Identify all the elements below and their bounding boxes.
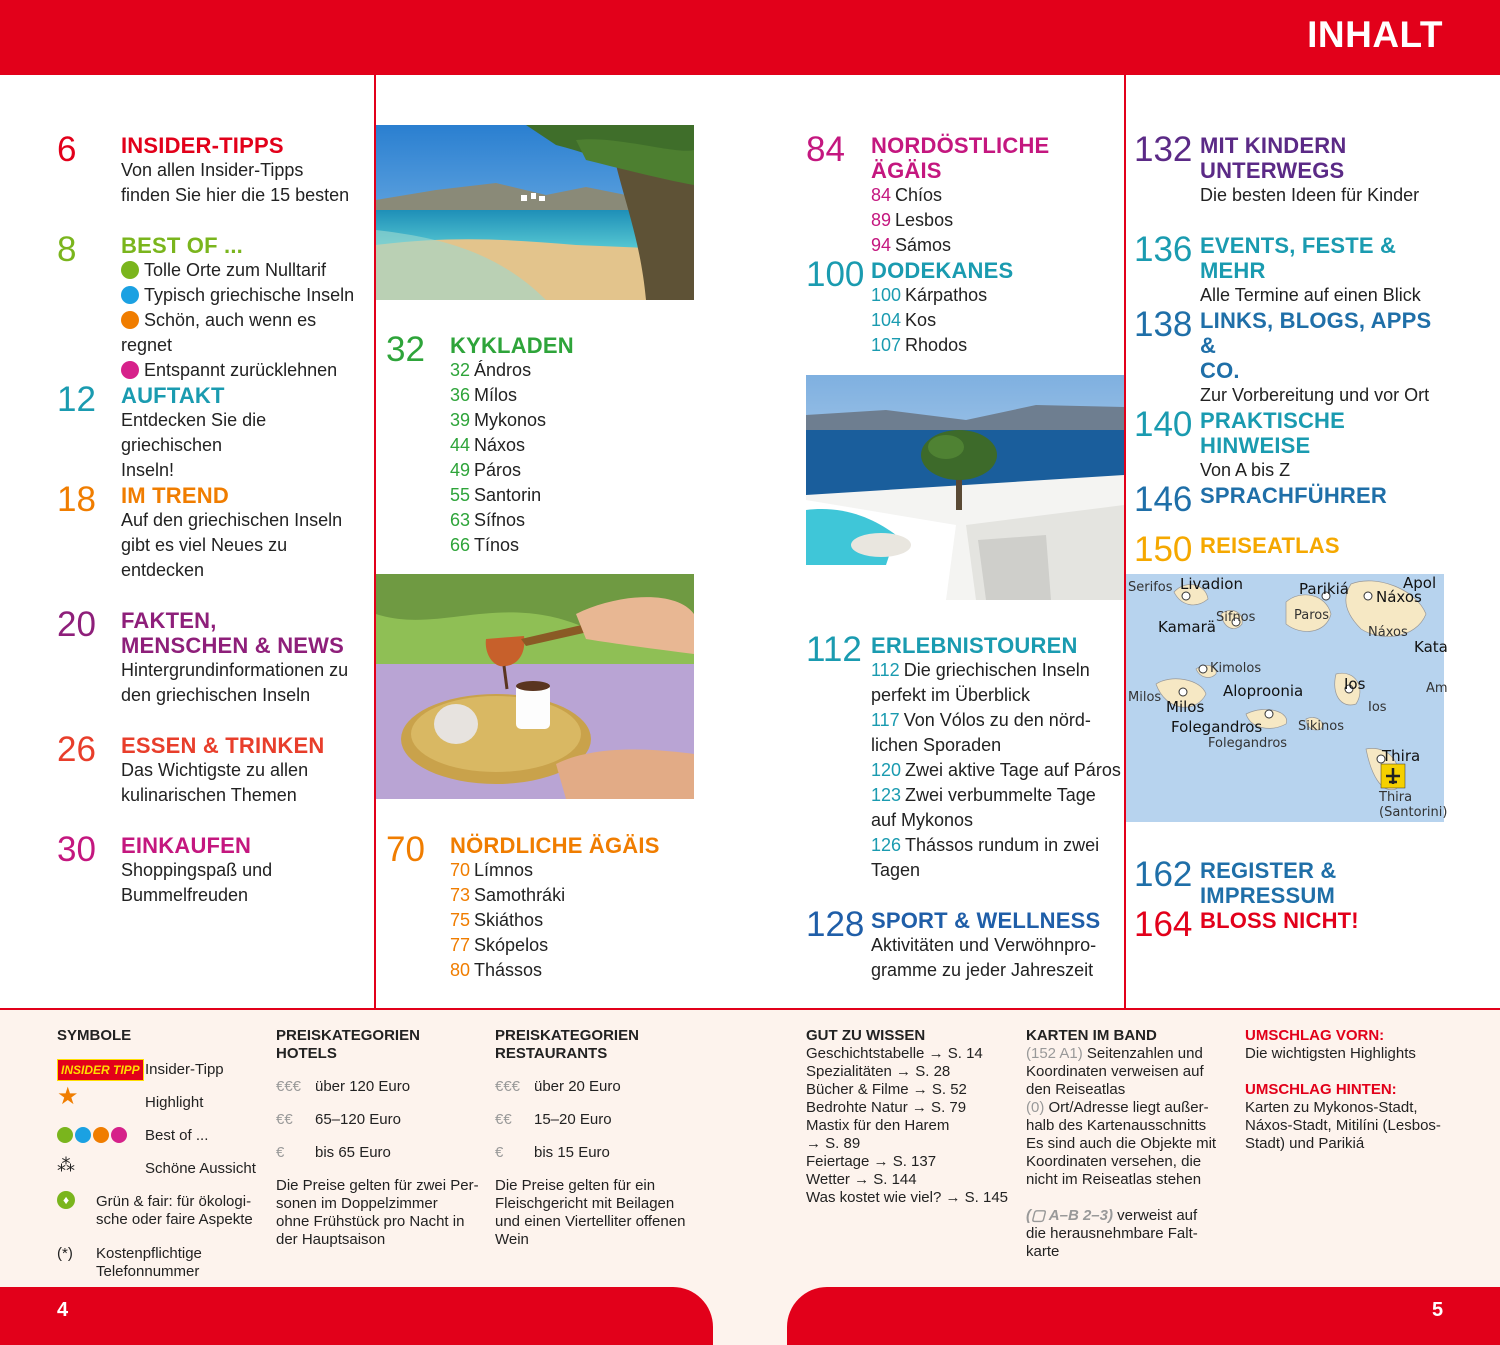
toc-description: Auf den griechischen Inseln: [121, 510, 343, 530]
subitem-page: 39: [450, 410, 471, 430]
map-label: Kata: [1414, 638, 1448, 656]
maps-text: Ort/Adresse liegt außer-: [1044, 1099, 1209, 1116]
page-number-left: 4: [57, 1299, 69, 1321]
map-ref-example: (▢ A–B 2–3): [1026, 1207, 1113, 1224]
highlight-label: Highlight: [145, 1094, 204, 1111]
toc-page-number: 30: [57, 830, 96, 869]
tour-item[interactable]: [871, 658, 1121, 683]
beach-photo: [376, 125, 694, 300]
toc-title: DODEKANES: [871, 258, 1014, 283]
price-symbol: €: [495, 1144, 504, 1161]
price-symbol: €€: [276, 1111, 293, 1128]
paid-phone-line: Telefonnummer: [96, 1263, 200, 1280]
good-to-know-item: Was kostet wie viel? → S. 145: [806, 1189, 1009, 1206]
subitem-label: Zwei aktive Tage auf Páros: [905, 760, 1121, 780]
toc-title: SPORT & WELLNESS: [871, 908, 1101, 933]
legend-cover: [1245, 1027, 1455, 1153]
map-label: Am: [1426, 681, 1448, 696]
toc-title: BEST OF ...: [121, 233, 243, 258]
best-of-item: [121, 258, 366, 283]
page-tab-left: [0, 1287, 713, 1345]
toc-title: LINKS, BLOGS, APPS &: [1200, 308, 1432, 358]
subitem-page: 120: [871, 760, 902, 780]
price-note: Wein: [495, 1231, 529, 1248]
toc-entry-body: [450, 833, 695, 983]
toc-description: Alle Termine auf einen Blick: [1200, 285, 1421, 305]
subitem-label: Santorin: [474, 485, 542, 505]
toc-subitem[interactable]: [450, 858, 695, 883]
good-to-know-item: → S. 89: [806, 1135, 861, 1152]
insider-tipp-badge: INSIDER TIPP: [57, 1059, 144, 1081]
toc-entry-body: [121, 383, 366, 483]
subitem-label: Kárpathos: [905, 285, 988, 305]
toc-page-number: 136: [1134, 230, 1193, 269]
good-to-know-item: Bücher & Filme → S. 52: [806, 1081, 967, 1098]
toc-subitem[interactable]: [871, 183, 1121, 208]
maps-text: Es sind auch die Objekte mit: [1026, 1135, 1217, 1152]
price-row: [276, 1111, 481, 1144]
toc-page-number: 84: [806, 130, 845, 169]
toc-entry-body: [1200, 408, 1450, 483]
map-label: Ios: [1368, 700, 1387, 715]
toc-title: EINKAUFEN: [121, 833, 252, 858]
toc-subitem[interactable]: [450, 533, 695, 558]
toc-page-number: 32: [386, 330, 425, 369]
toc-subitem[interactable]: [871, 283, 1121, 308]
toc-title: ERLEBNISTOUREN: [871, 633, 1078, 658]
toc-description: Aktivitäten und Verwöhnpro-: [871, 935, 1097, 955]
toc-subitem[interactable]: [450, 958, 695, 983]
insider-tipp-label: Insider-Tipp: [145, 1061, 224, 1078]
subitem-page: 55: [450, 485, 471, 505]
subitem-label: Skiáthos: [474, 910, 544, 930]
toc-entry-body: [1200, 233, 1450, 308]
paid-phone-mark: (*): [57, 1245, 73, 1262]
toc-entry-body: [1200, 483, 1450, 508]
subitem-page: 66: [450, 535, 471, 555]
tour-item[interactable]: [871, 708, 1121, 733]
map-label: Thira: [1382, 747, 1421, 765]
toc-entry-body: [871, 908, 1121, 983]
subitem-label: Thássos rundum in zwei: [905, 835, 1100, 855]
toc-page-number: 112: [806, 630, 862, 669]
subitem-label: Náxos: [474, 435, 526, 455]
category-dot-icon: [121, 261, 139, 279]
map-label: Folegandros: [1171, 718, 1263, 736]
toc-page-number: 132: [1134, 130, 1193, 169]
legend-good-to-know: [806, 1027, 1011, 1207]
best-of-label: Best of ...: [145, 1127, 209, 1144]
map-label: Kamarä: [1158, 618, 1216, 636]
price-note: sonen im Doppelzimmer: [276, 1195, 438, 1212]
map-label: Milos: [1128, 690, 1162, 705]
toc-entry-body: [1200, 133, 1450, 208]
map-label: Thira: [1379, 790, 1413, 805]
price-note: Fleischgericht mit Beilagen: [495, 1195, 675, 1212]
cover-back-heading: UMSCHLAG HINTEN:: [1245, 1081, 1397, 1098]
maps-text: die herausnehmbare Falt-: [1026, 1225, 1198, 1242]
toc-entry-body: [450, 333, 695, 558]
subitem-page: 84: [871, 185, 892, 205]
hotel-prices-heading: PREISKATEGORIEN: [276, 1027, 420, 1044]
maps-text: verweist auf: [1112, 1207, 1198, 1224]
subitem-page: 75: [450, 910, 471, 930]
best-of-item-label: Schön, auch wenn es regnet: [121, 310, 317, 355]
toc-description: Bummelfreuden: [121, 885, 249, 905]
price-symbol: €€€: [276, 1078, 302, 1095]
category-dot-icon: [121, 286, 139, 304]
subitem-page: 49: [450, 460, 471, 480]
header-bar: [0, 0, 1500, 75]
good-to-know-item: Bedrohte Natur → S. 79: [806, 1099, 967, 1116]
legend-hotel-prices: [276, 1027, 481, 1249]
toc-entry-body: [1200, 308, 1450, 408]
toc-page-number: 26: [57, 730, 96, 769]
toc-page-number: 128: [806, 905, 865, 944]
toc-title: BLOSS NICHT!: [1200, 908, 1359, 933]
toc-description: kulinarischen Themen: [121, 785, 297, 805]
map-ref-example: (0): [1026, 1099, 1045, 1116]
toc-title: ESSEN & TRINKEN: [121, 733, 325, 758]
map-label: Serifos: [1128, 580, 1173, 595]
subitem-label: Rhodos: [905, 335, 968, 355]
toc-subitem[interactable]: [450, 408, 695, 433]
subitem-label: Zwei verbummelte Tage: [905, 785, 1096, 805]
toc-entry-body: [121, 733, 366, 808]
price-symbol: €: [276, 1144, 285, 1161]
legend-symbols-heading: SYMBOLE: [57, 1027, 132, 1044]
good-to-know-item: Geschichtstabelle → S. 14: [806, 1045, 983, 1062]
toc-page-number: 70: [386, 830, 425, 869]
subitem-page: 70: [450, 860, 471, 880]
price-row: [495, 1111, 700, 1144]
toc-subitem[interactable]: [450, 358, 695, 383]
best-of-item: [121, 283, 366, 308]
toc-title: INSIDER-TIPPS: [121, 133, 284, 158]
subitem-label: Von Vólos zu den nörd-: [903, 710, 1091, 730]
subitem-page: 112: [871, 660, 900, 680]
price-note: Die Preise gelten für ein: [495, 1177, 656, 1194]
green-fair-line: Grün & fair: für ökologi-: [96, 1193, 252, 1210]
green-fair-line: sche oder faire Aspekte: [96, 1211, 253, 1228]
toc-title: UNTERWEGS: [1200, 158, 1345, 183]
map-label: Paros: [1294, 608, 1330, 623]
toc-description: Zur Vorbereitung und vor Ort: [1200, 385, 1430, 405]
subitem-label: Thássos: [474, 960, 543, 980]
toc-subitem[interactable]: [450, 483, 695, 508]
maps-text: den Reiseatlas: [1026, 1081, 1126, 1098]
subitem-label: Skópelos: [474, 935, 549, 955]
maps-text: nicht im Reiseatlas stehen: [1026, 1171, 1202, 1188]
price-range: 15–20 Euro: [534, 1111, 612, 1128]
subitem-page: 104: [871, 310, 902, 330]
page-tab-right: [787, 1287, 1500, 1345]
toc-page-number: 12: [57, 380, 96, 419]
toc-subitem[interactable]: [871, 233, 1121, 258]
toc-title: FAKTEN,: [121, 608, 217, 633]
legend-restaurant-prices: [495, 1027, 700, 1249]
toc-entry-body: [121, 233, 366, 383]
subitem-label: Lesbos: [895, 210, 954, 230]
price-row: [276, 1144, 481, 1177]
price-symbol: €€: [495, 1111, 512, 1128]
toc-title: AUFTAKT: [121, 383, 225, 408]
toc-description: Shoppingspaß und: [121, 860, 273, 880]
toc-page-number: 162: [1134, 855, 1193, 894]
toc-entry-body: [121, 483, 366, 583]
toc-page-number: 140: [1134, 405, 1193, 444]
toc-page-number: 164: [1134, 905, 1193, 944]
hotel-prices-heading: HOTELS: [276, 1045, 337, 1062]
toc-subitem[interactable]: [450, 883, 695, 908]
maps-text: karte: [1026, 1243, 1060, 1260]
map-label: Náxos: [1376, 588, 1422, 606]
cover-front-text: Die wichtigsten Highlights: [1245, 1045, 1416, 1062]
maps-text: halb des Kartenausschnitts: [1026, 1117, 1207, 1134]
toc-description: Entdecken Sie die griechischen: [121, 410, 267, 455]
green-fair-icon: ♦: [57, 1191, 75, 1209]
toc-page-number: 6: [57, 130, 77, 169]
subitem-label: Mílos: [474, 385, 518, 405]
toc-subitem[interactable]: [871, 208, 1121, 233]
subitem-label: Tagen: [871, 860, 921, 880]
subitem-label: Ándros: [474, 360, 532, 380]
subitem-page: 126: [871, 835, 902, 855]
cover-front-heading: UMSCHLAG VORN:: [1245, 1027, 1385, 1044]
cover-back-text: Karten zu Mykonos-Stadt,: [1245, 1099, 1418, 1116]
legend-symbols: [57, 1027, 262, 1283]
good-to-know-heading: GUT ZU WISSEN: [806, 1027, 926, 1044]
category-dot-icon: [121, 361, 139, 379]
price-note: und einen Viertelliter offenen: [495, 1213, 686, 1230]
toc-subitem[interactable]: [450, 433, 695, 458]
toc-title: NÖRDLICHE ÄGÄIS: [450, 833, 660, 858]
subitem-page: 80: [450, 960, 471, 980]
subitem-page: 117: [871, 710, 900, 730]
map-label: (Santorini): [1379, 805, 1448, 820]
toc-description: gramme zu jeder Jahreszeit: [871, 960, 1094, 980]
good-to-know-item: Mastix für den Harem: [806, 1117, 950, 1134]
maps-text: Koordinaten verweisen auf: [1026, 1063, 1204, 1080]
map-label: Sikinos: [1298, 719, 1344, 734]
category-dot-icon: [121, 311, 139, 329]
reiseatlas-map: [1126, 574, 1448, 822]
cover-back-text: Náxos-Stadt, Mitilíni (Lesbos-: [1245, 1117, 1441, 1134]
toc-description: finden Sie hier die 15 besten: [121, 185, 350, 205]
subitem-page: 32: [450, 360, 471, 380]
toc-title: SPRACHFÜHRER: [1200, 483, 1387, 508]
map-ref-example: (152 A1): [1026, 1045, 1083, 1062]
toc-subitem[interactable]: [450, 508, 695, 533]
toc-page-number: 100: [806, 255, 865, 294]
maps-text: Koordinaten versehen, die: [1026, 1153, 1202, 1170]
toc-description: den griechischen Inseln: [121, 685, 311, 705]
tour-item[interactable]: [871, 833, 1121, 858]
subitem-label: Sámos: [895, 235, 952, 255]
column-divider: [1124, 75, 1126, 1010]
toc-page-number: 18: [57, 480, 96, 519]
subitem-label: Chíos: [895, 185, 943, 205]
toc-entry-body: [1200, 533, 1450, 558]
best-of-dots-icon: [57, 1127, 129, 1145]
maps-heading: KARTEN IM BAND: [1026, 1027, 1157, 1044]
price-row: [495, 1144, 700, 1177]
price-range: über 120 Euro: [315, 1078, 411, 1095]
toc-description: Hintergrundinformationen zu: [121, 660, 349, 680]
map-label: Aloproonia: [1223, 682, 1304, 700]
maps-text: Seitenzahlen und: [1082, 1045, 1203, 1062]
best-of-item-label: Typisch griechische Inseln: [144, 285, 355, 305]
map-label: Sifnos: [1216, 610, 1256, 625]
price-symbol: €€€: [495, 1078, 521, 1095]
subitem-page: 77: [450, 935, 471, 955]
toc-title: KYKLADEN: [450, 333, 574, 358]
toc-description: Von A bis Z: [1200, 460, 1291, 480]
subitem-label: Kos: [905, 310, 937, 330]
subitem-page: 73: [450, 885, 471, 905]
map-label: Ios: [1344, 675, 1366, 693]
price-note: der Hauptsaison: [276, 1231, 386, 1248]
paid-phone-line: Kostenpflichtige: [96, 1245, 202, 1262]
toc-title: PRAKTISCHE HINWEISE: [1200, 408, 1346, 458]
map-label: Kimolos: [1210, 661, 1262, 676]
subitem-label: Páros: [474, 460, 522, 480]
view-icon: ⁂: [57, 1155, 75, 1175]
subitem-label: Sífnos: [474, 510, 526, 530]
subitem-label: perfekt im Überblick: [871, 685, 1031, 705]
legend-maps: [1026, 1027, 1231, 1261]
toc-title: REISEATLAS: [1200, 533, 1340, 558]
subitem-label: lichen Sporaden: [871, 735, 1002, 755]
toc-description: Die besten Ideen für Kinder: [1200, 185, 1420, 205]
subitem-label: Samothráki: [474, 885, 566, 905]
tour-item[interactable]: [871, 758, 1121, 783]
price-note: ohne Frühstück pro Nacht in: [276, 1213, 465, 1230]
restaurant-prices-heading: PREISKATEGORIEN: [495, 1027, 639, 1044]
subitem-page: 100: [871, 285, 902, 305]
best-of-item-label: Tolle Orte zum Nulltarif: [144, 260, 327, 280]
toc-page-number: 146: [1134, 480, 1193, 519]
price-row: [495, 1078, 700, 1111]
toc-entry-body: [871, 258, 1121, 358]
subitem-page: 94: [871, 235, 892, 255]
price-range: 65–120 Euro: [315, 1111, 401, 1128]
map-label: Folegandros: [1208, 736, 1288, 751]
toc-page-number: 20: [57, 605, 96, 644]
cover-back-text: Stadt) und Parikiá: [1245, 1135, 1365, 1152]
toc-subitem[interactable]: [871, 308, 1121, 333]
toc-entry-body: [121, 133, 366, 208]
santorini-photo: [806, 375, 1124, 600]
toc-description: gibt es viel Neues zu entdecken: [121, 535, 288, 580]
toc-title: CO.: [1200, 358, 1240, 383]
price-row: [276, 1078, 481, 1111]
map-label: Náxos: [1368, 625, 1408, 640]
toc-description: Von allen Insider-Tipps: [121, 160, 304, 180]
page-title: INHALT: [1307, 14, 1443, 55]
map-label: Milos: [1166, 698, 1205, 716]
coffee-photo: [376, 574, 694, 799]
toc-title: MENSCHEN & NEWS: [121, 633, 345, 658]
toc-title: REGISTER & IMPRESSUM: [1200, 858, 1337, 908]
map-label: Parikiá: [1299, 580, 1349, 598]
toc-title: NORDÖSTLICHE ÄGÄIS: [871, 133, 1050, 183]
good-to-know-item: Wetter → S. 144: [806, 1171, 917, 1188]
best-of-item: [121, 308, 366, 358]
toc-subitem[interactable]: [450, 908, 695, 933]
subitem-page: 36: [450, 385, 471, 405]
toc-page-number: 150: [1134, 530, 1193, 569]
best-of-item-label: Entspannt zurücklehnen: [144, 360, 338, 380]
toc-subitem[interactable]: [450, 383, 695, 408]
subitem-label: auf Mykonos: [871, 810, 974, 830]
subitem-label: Mykonos: [474, 410, 547, 430]
toc-subitem[interactable]: [450, 933, 695, 958]
subitem-page: 44: [450, 435, 471, 455]
price-note: Die Preise gelten für zwei Per-: [276, 1177, 479, 1194]
map-label: Livadion: [1180, 575, 1243, 593]
subitem-page: 123: [871, 785, 902, 805]
toc-description: Das Wichtigste zu allen: [121, 760, 309, 780]
toc-entry-body: [871, 133, 1121, 258]
toc-subitem[interactable]: [450, 458, 695, 483]
subitem-page: 89: [871, 210, 892, 230]
toc-title: IM TREND: [121, 483, 229, 508]
toc-description: Inseln!: [121, 460, 175, 480]
toc-title: MIT KINDERN: [1200, 133, 1347, 158]
price-range: bis 15 Euro: [534, 1144, 610, 1161]
view-label: Schöne Aussicht: [145, 1160, 256, 1177]
restaurant-prices-heading: RESTAURANTS: [495, 1045, 608, 1062]
toc-entry-body: [121, 608, 366, 708]
subitem-page: 107: [871, 335, 902, 355]
tour-item[interactable]: [871, 783, 1121, 808]
toc-entry-body: [121, 833, 366, 908]
map-label: Apol: [1403, 574, 1437, 592]
page-number-right: 5: [1432, 1299, 1444, 1321]
toc-subitem[interactable]: [871, 333, 1121, 358]
subitem-label: Die griechischen Inseln: [903, 660, 1090, 680]
price-range: bis 65 Euro: [315, 1144, 391, 1161]
price-range: über 20 Euro: [534, 1078, 621, 1095]
toc-page-number: 138: [1134, 305, 1193, 344]
subitem-page: 63: [450, 510, 471, 530]
good-to-know-item: Spezialitäten → S. 28: [806, 1063, 951, 1080]
star-icon: ★: [57, 1083, 79, 1110]
toc-entry-body: [1200, 858, 1450, 908]
good-to-know-item: Feiertage → S. 137: [806, 1153, 937, 1170]
subitem-label: Tínos: [474, 535, 520, 555]
toc-title: EVENTS, FESTE & MEHR: [1200, 233, 1397, 283]
toc-entry-body: [871, 633, 1121, 883]
subitem-label: Límnos: [474, 860, 534, 880]
best-of-item: [121, 358, 366, 383]
toc-entry-body: [1200, 908, 1450, 933]
toc-page-number: 8: [57, 230, 77, 269]
